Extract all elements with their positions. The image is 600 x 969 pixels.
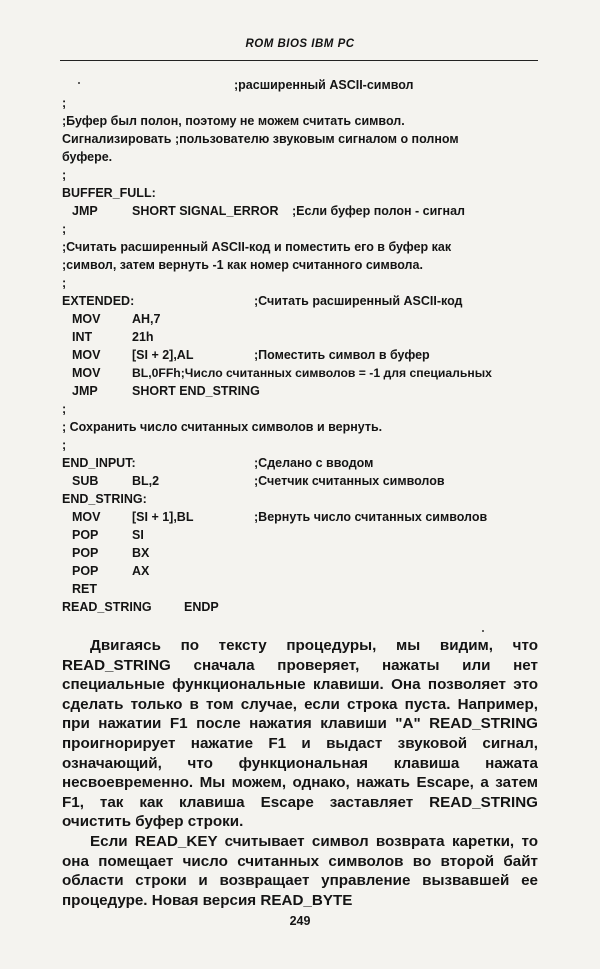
code-mnemonic: RET (72, 582, 97, 596)
code-operand: ENDP (184, 600, 219, 614)
code-operand: [SI + 2],AL (132, 348, 194, 362)
code-mnemonic: JMP (72, 384, 98, 398)
code-line (62, 112, 542, 130)
code-operand: SHORT END_STRING (132, 384, 260, 398)
code-operand: AH,7 (132, 312, 161, 326)
code-operand: BL,0FFh;Число считанных символов = -1 для специальных (132, 366, 492, 380)
running-header: ROM BIOS IBM PC (245, 38, 355, 50)
body-text (62, 636, 538, 910)
code-line (62, 436, 542, 454)
code-line (62, 256, 542, 274)
code-line (62, 472, 542, 490)
code-label: ; (62, 402, 67, 416)
code-line (62, 580, 542, 598)
code-line (62, 400, 542, 418)
code-line (62, 202, 542, 220)
code-line (62, 598, 542, 616)
header-rule (60, 60, 538, 61)
code-line (62, 454, 542, 472)
code-line (62, 130, 542, 148)
paragraph: Если READ_KEY считывает символ возврата каретки, то она помещает число считанных символов во второй байт области строки и возвращает управление вызвавшей ее процедуре. Новая версия READ_BYTE (62, 832, 538, 909)
code-label: Сигнализировать ;пользователю звуковым сигналом о полном (62, 132, 459, 146)
code-label: ; (62, 276, 67, 290)
code-line (62, 562, 542, 580)
code-mnemonic: MOV (72, 510, 101, 524)
code-label: ;символ, затем вернуть -1 как номер считанного символа. (62, 258, 423, 272)
code-label: END_INPUT: (62, 456, 136, 470)
code-label: ; (62, 222, 67, 236)
code-mnemonic: POP (72, 564, 99, 578)
code-operand: AX (132, 564, 150, 578)
code-line (62, 148, 542, 166)
code-line (62, 166, 542, 184)
paragraph: Двигаясь по тексту процедуры, мы видим, что READ_STRING сначала проверяет, нажаты или нет специальные функциональные клавиши. Она позволяет это сделать только в том случае, если строка пуста. Например, при нажатии F1 после нажатия клавиши "A" READ_STRING проигнорирует нажатие F1 и выдаст звуковой сигнал, означающий, что функциональная клавиша нажата несвоевременно. Мы можем, однако, нажать Escape, а затем F1, так как клавиша Escape заставляет READ_STRING очистить буфер строки. (62, 637, 538, 831)
code-line (62, 184, 542, 202)
code-label: READ_STRING (62, 600, 152, 614)
code-label: ;Буфер был полон, поэтому не можем считать символ. (62, 114, 405, 128)
code-label: ; (62, 438, 67, 452)
code-operand: BX (132, 546, 150, 560)
code-operand: SI (132, 528, 144, 542)
code-line (62, 508, 542, 526)
code-label: BUFFER_FULL: (62, 186, 156, 200)
code-line (62, 274, 542, 292)
code-listing (62, 76, 542, 616)
code-mnemonic: INT (72, 330, 93, 344)
code-line (62, 418, 542, 436)
code-line (62, 346, 542, 364)
code-line (62, 328, 542, 346)
code-mnemonic: POP (72, 528, 99, 542)
code-operand: SHORT SIGNAL_ERROR (132, 204, 279, 218)
code-line (62, 526, 542, 544)
code-comment: ;Сделано с вводом (254, 456, 374, 470)
code-mnemonic: POP (72, 546, 99, 560)
page-number: 249 (289, 914, 311, 928)
code-label: ;Считать расширенный ASCII-код и поместить его в буфер как (62, 240, 452, 254)
code-line (62, 76, 542, 94)
code-mnemonic: MOV (72, 348, 101, 362)
code-label: EXTENDED: (62, 294, 135, 308)
print-speck (78, 82, 80, 84)
code-comment: ;Считать расширенный ASCII-код (254, 294, 463, 308)
code-operand: 21h (132, 330, 154, 344)
code-comment: ;Если буфер полон - сигнал (292, 204, 465, 218)
code-mnemonic: SUB (72, 474, 99, 488)
code-label: ; (62, 96, 67, 110)
code-mnemonic: MOV (72, 312, 101, 326)
code-comment: ;Вернуть число считанных символов (254, 510, 488, 524)
code-operand: BL,2 (132, 474, 160, 488)
code-line (62, 94, 542, 112)
print-speck (482, 630, 484, 632)
code-line (62, 310, 542, 328)
code-comment: ;Счетчик считанных символов (254, 474, 445, 488)
code-line (62, 544, 542, 562)
code-label: ; Сохранить число считанных символов и вернуть. (62, 420, 383, 434)
code-line (62, 292, 542, 310)
code-line (62, 382, 542, 400)
code-line (62, 364, 542, 382)
code-label: буфере. (62, 150, 113, 164)
code-label: ; (62, 168, 67, 182)
code-comment: ;расширенный ASCII-символ (234, 78, 414, 92)
code-mnemonic: JMP (72, 204, 98, 218)
code-operand: [SI + 1],BL (132, 510, 194, 524)
code-mnemonic: MOV (72, 366, 101, 380)
code-line (62, 238, 542, 256)
code-comment: ;Поместить символ в буфер (254, 348, 430, 362)
code-label: END_STRING: (62, 492, 147, 506)
code-line (62, 220, 542, 238)
code-line (62, 490, 542, 508)
